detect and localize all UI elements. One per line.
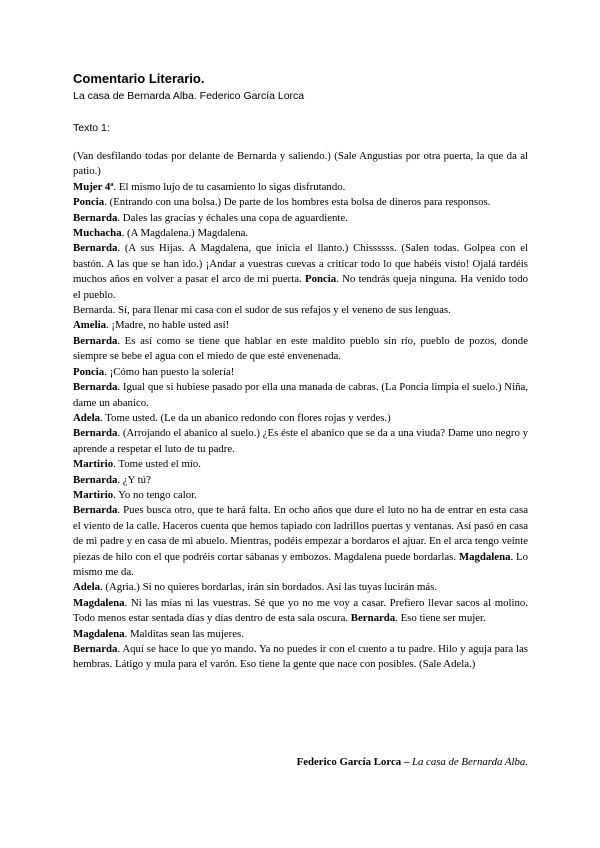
line-text: . ¡Cómo han puesto la solería! — [104, 365, 235, 378]
speaker-name: Martirio — [73, 488, 114, 501]
speaker-name: Poncia — [73, 365, 105, 378]
author-signature — [73, 756, 528, 768]
dialogue-line — [73, 195, 528, 210]
line-text: . Igual que si hubiese pasado por ella una manada de cabras. (La Poncia limpia el suelo.) Niña, dame un abanico. — [73, 381, 528, 409]
speaker-name: Bernarda — [73, 211, 118, 224]
dialogue-line — [73, 580, 528, 595]
line-text: . (A Magdalena.) Magdalena. — [121, 227, 249, 240]
signature-separator: – — [401, 756, 412, 768]
line-text: . Dales las gracias y échales una copa de aguardiente. — [117, 211, 348, 224]
line-text: . (Agria.) Si no quieres bordarlas, irán sin bordados. Así las tuyas lucirán más. — [100, 581, 438, 594]
dialogue-line — [73, 318, 528, 333]
speaker-name: Adela — [73, 581, 100, 594]
dialogue-line — [73, 180, 528, 195]
dialogue-line — [73, 241, 528, 303]
dialogue-line — [73, 365, 528, 380]
speaker-name: Bernarda — [73, 473, 118, 486]
dialogue-line — [73, 380, 528, 411]
line-text: . Malditas sean las mujeres. — [124, 627, 244, 640]
play-excerpt — [73, 149, 528, 673]
stage-direction: (Sale Adela.) — [418, 658, 476, 671]
dialogue-line — [73, 457, 528, 472]
line-text: . Ni las mías ni las vuestras. Sé que yo no me voy a casar. Prefiero llevar sacos al molino. Todo menos estar sentada días y días dentro de esta sala oscura. — [73, 596, 528, 625]
dialogue-line — [73, 411, 528, 426]
document-subtitle: La casa de Bernarda Alba. Federico García Lorca — [73, 90, 305, 102]
speaker-name: Bernarda — [73, 643, 118, 655]
line-text: . ¿Y tú? — [117, 473, 151, 486]
speaker-name: Bernarda — [73, 381, 118, 394]
dialogue-line: Bernarda. Sí, para llenar mi casa con el sudor de sus refajos y el veneno de sus lenguas. — [73, 304, 451, 317]
dialogue-line — [73, 226, 528, 241]
speaker-name: Muchacha — [73, 227, 122, 240]
speaker-name: Poncia — [73, 196, 105, 209]
dialogue-line — [73, 596, 528, 627]
line-text: . Yo no tengo calor. — [113, 488, 197, 501]
dialogue-line — [73, 503, 528, 580]
speaker-name: Bernarda — [73, 242, 118, 255]
work-title: La casa de Bernarda Alba. — [411, 756, 528, 768]
speaker-name: Adela — [73, 411, 100, 424]
line-text: . Lo mismo me da. — [73, 550, 528, 578]
speaker-name: Bernarda — [73, 504, 118, 517]
line-text: . Tome usted el mío. — [113, 458, 201, 471]
line-text: . El mismo lujo de tu casamiento lo sigas disfrutando. — [113, 180, 346, 193]
line-text: . (Entrando con una bolsa.) De parte de los hombres esta bolsa de dineros para responsos. — [104, 196, 491, 209]
stage-direction: (Van desfilando todas por delante de Bernarda y saliendo.) (Sale Angustias por otra puerta, la que da al patio.) — [73, 150, 528, 178]
dialogue-line — [73, 211, 528, 226]
line-text: . (Arrojando el abanico al suelo.) ¿Es éste el abanico que se da a una viuda? Dame uno negro y aprende a respetar el luto de tu padre. — [73, 427, 528, 455]
author-name: Federico García Lorca — [296, 756, 402, 768]
dialogue-line — [73, 473, 528, 488]
line-text: . Pues busca otro, que te hará falta. En ocho años que dure el luto no ha de entrar en esta casa el viento de la calle. Haceros cuenta que hemos tapiado con ladrillos puertas y ventanas. Así pasó en casa de mi padre y en casa de mi abuelo. Mientras, podéis empezar a bordaros el ajuar. En el arca tengo veinte piezas de hilo con el que podréis cortar sábanas y embozos. Magdalena puede bordarlas. — [73, 504, 528, 563]
line-text: . ¡Madre, no hable usted así! — [105, 319, 230, 332]
dialogue-line — [73, 488, 528, 503]
document-title: Comentario Literario. — [73, 71, 205, 86]
line-text: . Eso tiene ser mujer. — [395, 612, 486, 625]
line-text: . (A sus Hijas. A Magdalena, que inicia el llanto.) Chissssss. (Salen todas. Golpea con el bastón. A las que se han ido.) ¡Andar a vuestras cuevas a criticar todo lo que habéis visto! Ojalá tardéis muchos años en volver a pasar el arco de mi puerta. — [73, 242, 528, 286]
speaker-name: Magdalena — [458, 550, 511, 563]
dialogue-line — [73, 627, 528, 642]
dialogue-line — [73, 334, 528, 365]
speaker-name: Mujer 4ª — [73, 180, 114, 193]
speaker-name: Poncia — [305, 273, 337, 286]
line-text: . Es así como se tiene que hablar en este maldito pueblo sin río, pueblo de pozos, donde siempre se bebe el agua con el miedo de que esté envenenada. — [73, 334, 528, 363]
line-text: . Tome usted. (Le da un abanico redondo con flores rojas y verdes.) — [100, 411, 391, 424]
dialogue-line — [73, 642, 528, 673]
speaker-name: Amelia — [73, 319, 106, 332]
line-text: . Aquí se hace lo que yo mando. Ya no puedes ir con el cuento a tu padre. Hilo y aguja para las hembras. Látigo y mula para el varón. Eso tiene la gente que nace con posibles. — [73, 643, 528, 671]
speaker-name: Bernarda — [350, 612, 396, 625]
speaker-name: Magdalena — [73, 627, 125, 640]
text-label: Texto 1: — [73, 122, 110, 134]
speaker-name: Martirio — [73, 458, 114, 471]
dialogue-line — [73, 426, 528, 457]
speaker-name: Bernarda — [73, 334, 118, 347]
speaker-name: Bernarda — [73, 427, 118, 440]
speaker-name: Magdalena — [73, 596, 125, 609]
line-text: . No tendrás queja ninguna. Ha venido todo el pueblo. — [73, 273, 528, 301]
